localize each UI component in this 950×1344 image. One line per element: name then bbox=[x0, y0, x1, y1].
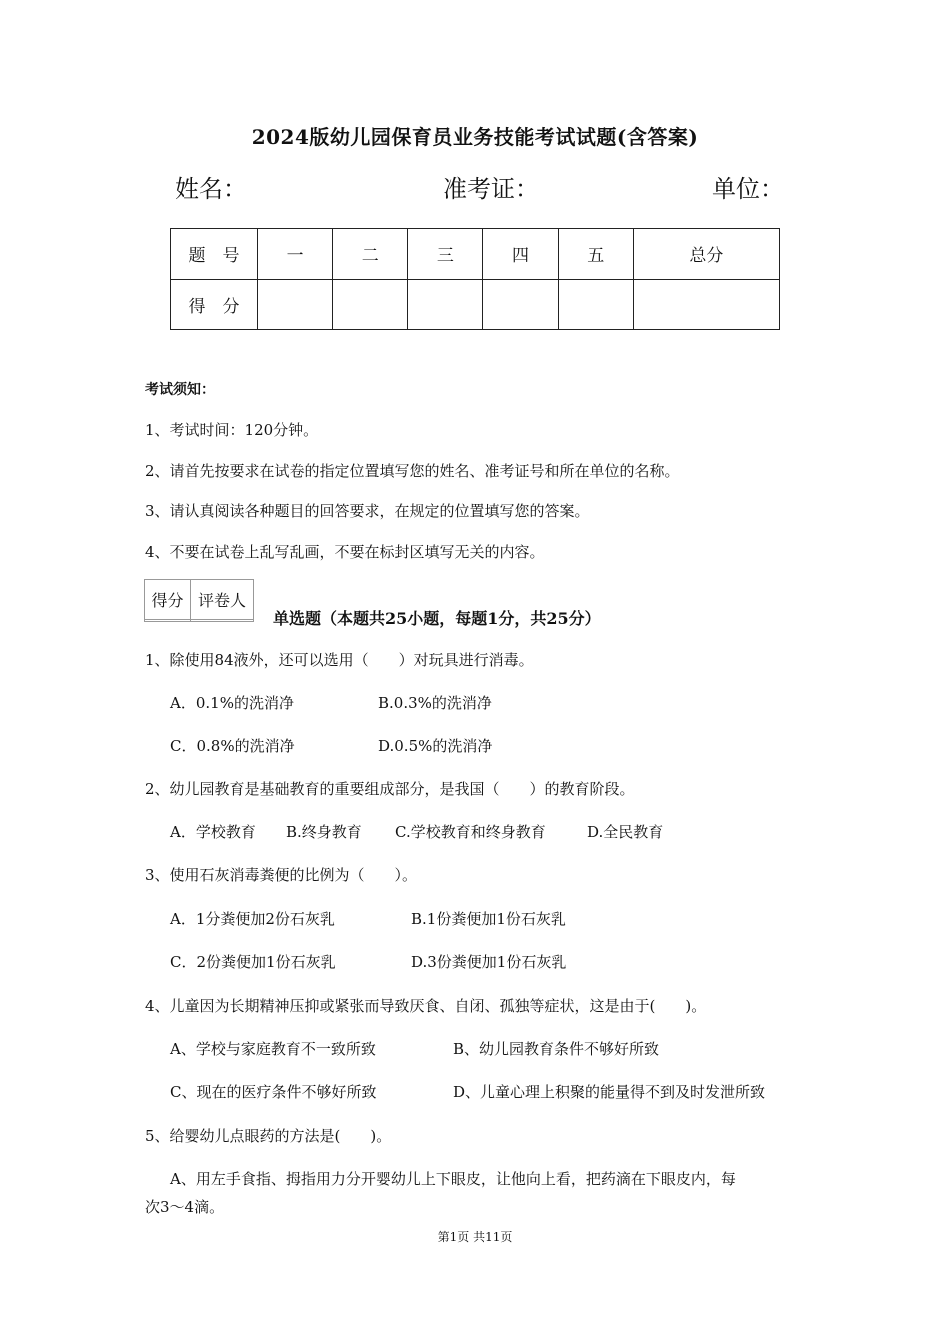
question-option: D.0.5%的洗消净 bbox=[378, 737, 493, 755]
note-item: 3、请认真阅读各种题目的回答要求，在规定的位置填写您的答案。 bbox=[145, 502, 590, 520]
unit-field-label: 单位： bbox=[712, 175, 784, 203]
score-cell[interactable] bbox=[483, 279, 558, 330]
question-option: B、幼儿园教育条件不够好所致 bbox=[453, 1040, 660, 1058]
score-table-header-cell: 题 号 bbox=[171, 229, 258, 280]
question-option: C．2份粪便加1份石灰乳 bbox=[170, 953, 336, 971]
score-cell[interactable] bbox=[558, 279, 633, 330]
section-title: 单选题（本题共25小题，每题1分，共25分） bbox=[273, 609, 601, 628]
question-stem: 5、给婴幼儿点眼药的方法是( )。 bbox=[145, 1127, 392, 1145]
question-option: D、儿童心理上积聚的能量得不到及时发泄所致 bbox=[453, 1083, 766, 1101]
score-cell[interactable] bbox=[333, 279, 408, 330]
score-table bbox=[170, 228, 780, 330]
question-option: A、用左手食指、拇指用力分开婴幼儿上下眼皮，让他向上看，把药滴在下眼皮内，每 bbox=[170, 1170, 736, 1188]
score-table-header-row bbox=[171, 229, 780, 280]
page-footer: 第1页 共11页 bbox=[437, 1230, 513, 1244]
question-option: D.3份粪便加1份石灰乳 bbox=[411, 953, 567, 971]
score-table-header-cell: 三 bbox=[408, 229, 483, 280]
question-option: A．1分粪便加2份石灰乳 bbox=[170, 910, 335, 928]
score-table-header-cell: 四 bbox=[483, 229, 558, 280]
exam-id-field-label: 准考证： bbox=[443, 175, 539, 203]
score-cell[interactable] bbox=[408, 279, 483, 330]
question-option: B.终身教育 bbox=[286, 823, 362, 841]
grader-label: 评卷人 bbox=[191, 580, 254, 620]
score-table-header-cell: 总分 bbox=[633, 229, 779, 280]
score-row-label: 得 分 bbox=[171, 279, 258, 330]
question-option: A．学校教育 bbox=[170, 823, 256, 841]
grader-table bbox=[144, 579, 254, 622]
question-option: A．0.1%的洗消净 bbox=[170, 694, 294, 712]
score-table-header-cell: 五 bbox=[558, 229, 633, 280]
score-table-header-cell: 一 bbox=[258, 229, 333, 280]
score-table-header-cell: 二 bbox=[333, 229, 408, 280]
grader-score-cell[interactable] bbox=[145, 620, 191, 622]
score-cell[interactable] bbox=[258, 279, 333, 330]
question-option: B.0.3%的洗消净 bbox=[378, 694, 492, 712]
name-field-label: 姓名： bbox=[175, 175, 247, 203]
notes-heading: 考试须知： bbox=[145, 382, 215, 398]
question-stem: 2、幼儿园教育是基础教育的重要组成部分，是我国（ ）的教育阶段。 bbox=[145, 780, 635, 798]
grader-score-label: 得分 bbox=[145, 580, 191, 620]
question-option: C.学校教育和终身教育 bbox=[395, 823, 546, 841]
question-option: A、学校与家庭教育不一致所致 bbox=[170, 1040, 376, 1058]
question-stem: 1、除使用84液外，还可以选用（ ）对玩具进行消毒。 bbox=[145, 651, 534, 669]
note-item: 2、请首先按要求在试卷的指定位置填写您的姓名、准考证号和所在单位的名称。 bbox=[145, 462, 680, 480]
question-stem: 4、儿童因为长期精神压抑或紧张而导致厌食、自闭、孤独等症状，这是由于( )。 bbox=[145, 997, 707, 1015]
note-item: 4、不要在试卷上乱写乱画，不要在标封区填写无关的内容。 bbox=[145, 543, 545, 561]
question-stem: 3、使用石灰消毒粪便的比例为（ ）。 bbox=[145, 866, 418, 884]
exam-title: 2024版幼儿园保育员业务技能考试试题(含答案) bbox=[251, 125, 699, 149]
grader-name-cell[interactable] bbox=[191, 620, 254, 622]
question-option-continued: 次3～4滴。 bbox=[145, 1198, 225, 1216]
note-item: 1、考试时间：120分钟。 bbox=[145, 421, 319, 439]
question-option: D.全民教育 bbox=[587, 823, 664, 841]
score-cell[interactable] bbox=[633, 279, 779, 330]
score-table-score-row bbox=[171, 279, 780, 330]
question-option: C．0.8%的洗消净 bbox=[170, 737, 295, 755]
question-option: C、现在的医疗条件不够好所致 bbox=[170, 1083, 377, 1101]
question-option: B.1份粪便加1份石灰乳 bbox=[411, 910, 566, 928]
